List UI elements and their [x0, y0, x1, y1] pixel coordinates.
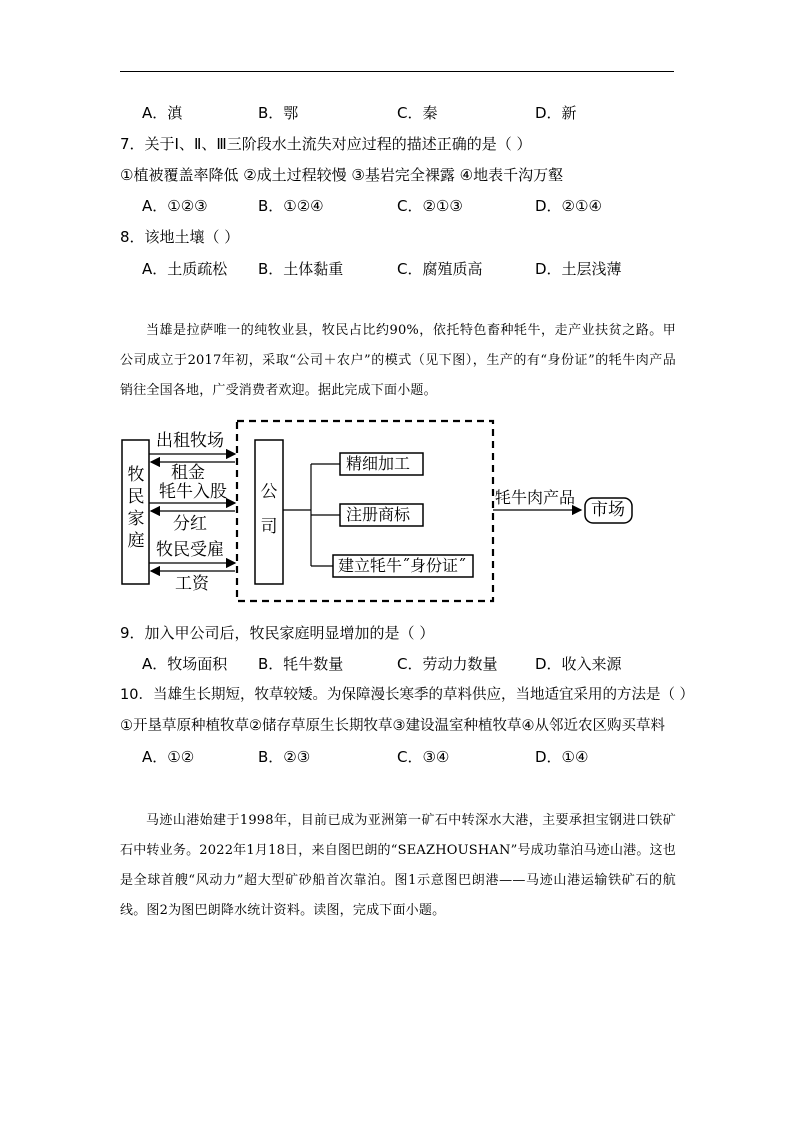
q7-option-b[interactable]: B．①②④ — [258, 197, 324, 215]
q6-option-a[interactable]: A．滇 — [142, 104, 183, 122]
rent-pasture-label: 出租牧场 — [156, 431, 224, 451]
wages-label: 工资 — [175, 574, 209, 594]
q10-items: ①开垦草原种植牧草②储存草原生长期牧草③建设温室种植牧草④从邻近农区购买草料 — [120, 718, 665, 734]
q6-option-c[interactable]: C．秦 — [397, 104, 438, 122]
q7-items: ①植被覆盖率降低 ②成土过程较慢 ③基岩完全裸露 ④地表千沟万壑 — [120, 166, 564, 184]
q7-options — [120, 196, 680, 216]
q8-option-c[interactable]: C．腐殖质高 — [397, 260, 483, 278]
q6-option-d[interactable]: D．新 — [535, 104, 577, 122]
header-rule — [120, 71, 674, 72]
q9-option-b[interactable]: B．牦牛数量 — [258, 655, 344, 673]
product-label: 牦牛肉产品 — [495, 488, 576, 507]
q6-options — [120, 103, 680, 123]
q10-option-b[interactable]: B．②③ — [258, 748, 311, 766]
q7-option-d[interactable]: D．②①④ — [535, 197, 602, 215]
company-farmer-model-diagram — [115, 412, 645, 607]
q10-option-d[interactable]: D．①④ — [535, 748, 589, 766]
q9-option-a[interactable]: A．牧场面积 — [142, 655, 228, 673]
q7-option-a[interactable]: A．①②③ — [142, 197, 208, 215]
q10-options — [120, 747, 680, 767]
q9-option-d[interactable]: D．收入来源 — [535, 655, 622, 673]
q7-stem: 7．关于Ⅰ、Ⅱ、Ⅲ三阶段水土流失对应过程的描述正确的是（ ） — [120, 135, 532, 153]
q8-option-b[interactable]: B．土体黏重 — [258, 260, 344, 278]
passage-majishan-port: 马迹山港始建于1998年，目前已成为亚洲第一矿石中转深水大港，主要承担宝钢进口铁矿石中转业务。2022年1月18日，来自图巴朗的“SEAZHOUSHAN”号成功靠泊马迹山港。这也是全球首艘“风动力”超大型矿砂船首次靠泊。图1示意图巴朗港——马迹山港运输铁矿石的航线。图2为图巴朗降水统计资料。读图，完成下面小题。 — [120, 813, 676, 918]
q8-stem: 8．该地土壤（ ） — [120, 228, 240, 246]
passage-dangxiong: 当雄是拉萨唯一的纯牧业县，牧民占比约90%，依托特色畜种牦牛，走产业扶贫之路。甲公司成立于2017年初，采取“公司＋农户”的模式（见下图），生产的有“身份证”的牦牛肉产品销往全国各地，广受消费者欢迎。据此完成下面小题。 — [120, 323, 676, 398]
q8-option-d[interactable]: D．土层浅薄 — [535, 260, 622, 278]
q7-option-c[interactable]: C．②①③ — [397, 197, 463, 215]
market-label: 市场 — [591, 500, 625, 520]
q10-stem: 10．当雄生长期短，牧草较矮。为保障漫长寒季的草料供应，当地适宜采用的方法是（ ） — [120, 687, 695, 703]
company-label: 公 司 — [260, 482, 278, 537]
family-label: 牧 民 家 庭 — [127, 465, 145, 551]
q9-stem: 9．加入甲公司后，牧民家庭明显增加的是（ ） — [120, 624, 435, 642]
q9-options — [120, 654, 680, 674]
yak-share-label: 牦牛入股 — [159, 482, 227, 502]
q6-option-b[interactable]: B．鄂 — [258, 104, 299, 122]
q9-option-c[interactable]: C．劳动力数量 — [397, 655, 498, 673]
trademark-label: 注册商标 — [346, 505, 411, 524]
q10-option-c[interactable]: C．③④ — [397, 748, 450, 766]
dividend-label: 分红 — [173, 514, 207, 534]
q8-options — [120, 259, 680, 279]
rent-money-label: 租金 — [171, 463, 205, 483]
id-system-label: 建立牦牛˝身份证˝ — [338, 556, 467, 575]
processing-label: 精细加工 — [346, 454, 411, 473]
employed-label: 牧民受雇 — [156, 540, 224, 560]
q8-option-a[interactable]: A．土质疏松 — [142, 260, 228, 278]
q10-option-a[interactable]: A．①② — [142, 748, 195, 766]
